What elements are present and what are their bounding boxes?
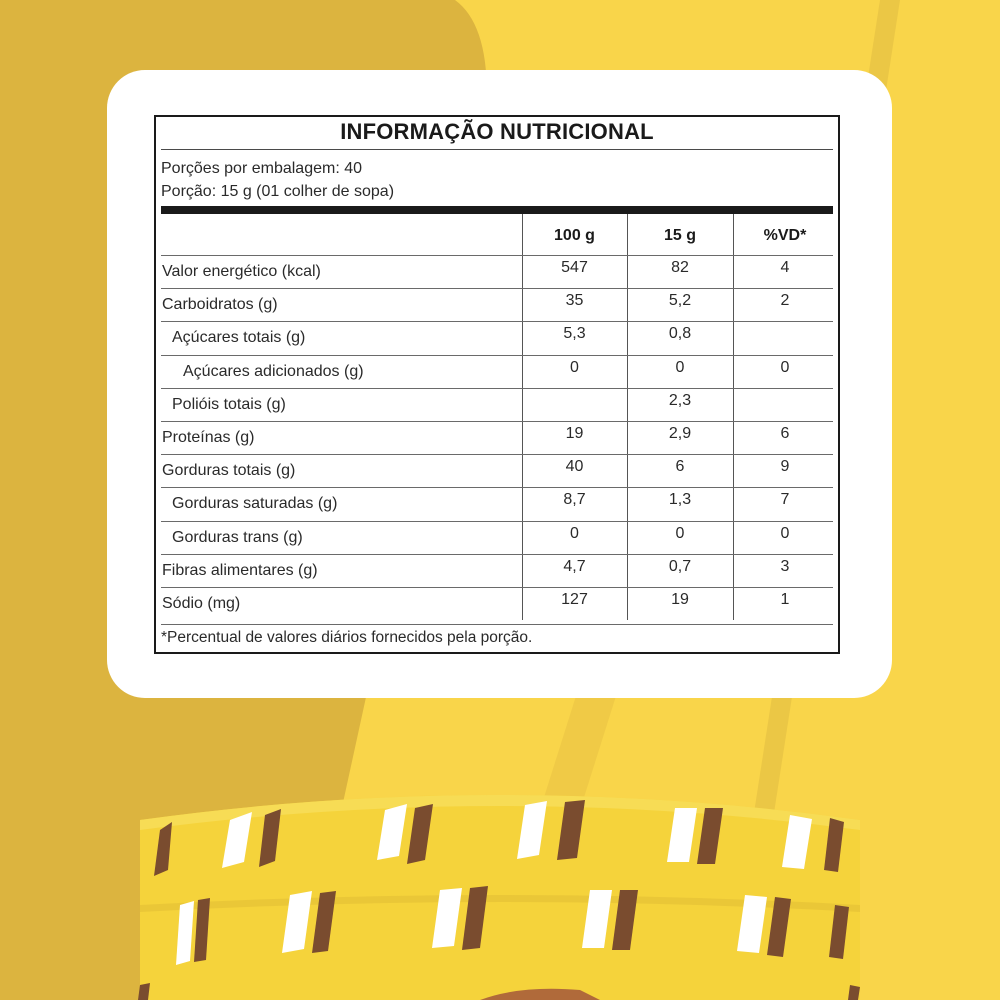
nutrient-value-perServing: 0,7 bbox=[668, 557, 692, 575]
nutrient-name: Gorduras saturadas (g) bbox=[172, 495, 338, 513]
row-divider bbox=[161, 554, 833, 555]
nutrient-value-dv: 2 bbox=[780, 292, 790, 310]
nutrient-value-dv: 4 bbox=[780, 259, 790, 276]
row-divider bbox=[161, 388, 833, 389]
row-divider bbox=[161, 587, 833, 588]
nutrient-value-perServing: 0,8 bbox=[668, 325, 692, 343]
nutrient-name: Fibras alimentares (g) bbox=[162, 561, 318, 579]
nutrient-name: Gorduras trans (g) bbox=[172, 528, 303, 546]
nutrient-value-dv: 3 bbox=[780, 557, 790, 575]
nutrient-value-perServing: 1,3 bbox=[668, 491, 692, 509]
footnote-divider bbox=[161, 624, 833, 625]
jar-lid bbox=[138, 795, 860, 1000]
nutrient-value-perServing: 0 bbox=[675, 358, 685, 376]
row-divider bbox=[161, 421, 833, 422]
label-title: INFORMAÇÃO NUTRICIONAL bbox=[340, 119, 654, 144]
row-divider bbox=[161, 355, 833, 356]
column-divider bbox=[733, 214, 734, 620]
title-divider bbox=[161, 149, 833, 150]
nutrient-value-per100: 40 bbox=[565, 458, 584, 476]
column-header: %VD* bbox=[763, 227, 807, 244]
nutrient-value-dv: 7 bbox=[780, 491, 790, 509]
nutrient-name: Carboidratos (g) bbox=[162, 296, 278, 314]
row-divider bbox=[161, 454, 833, 455]
nutrient-value-dv: 9 bbox=[780, 458, 790, 476]
nutrient-value-per100: 4,7 bbox=[563, 557, 586, 575]
nutrient-value-per100: 0 bbox=[570, 358, 579, 376]
nutrient-name: Açúcares totais (g) bbox=[172, 329, 306, 347]
nutrient-name: Proteínas (g) bbox=[162, 429, 255, 446]
nutrient-value-perServing: 19 bbox=[671, 591, 689, 608]
serving-size: Porção: 15 g (01 colher de sopa) bbox=[161, 183, 395, 200]
header-divider bbox=[161, 255, 833, 256]
nutrient-value-perServing: 0 bbox=[675, 524, 685, 542]
nutrient-value-perServing: 82 bbox=[671, 259, 689, 276]
nutrient-name: Polióis totais (g) bbox=[172, 395, 286, 413]
nutrient-value-dv: 0 bbox=[780, 524, 790, 542]
nutrient-value-dv: 6 bbox=[780, 425, 790, 442]
servings-per-package: Porções por embalagem: 40 bbox=[161, 160, 362, 177]
nutrition-facts-table bbox=[154, 115, 840, 654]
column-header: 100 g bbox=[554, 227, 595, 244]
nutrient-value-per100: 547 bbox=[561, 259, 588, 276]
row-divider bbox=[161, 321, 833, 322]
column-divider bbox=[522, 214, 523, 620]
nutrient-name: Sódio (mg) bbox=[162, 595, 241, 612]
nutrient-name: Açúcares adicionados (g) bbox=[183, 362, 364, 380]
nutrient-value-perServing: 6 bbox=[675, 458, 685, 476]
nutrient-name: Valor energético (kcal) bbox=[162, 263, 321, 280]
nutrient-value-dv: 1 bbox=[780, 591, 790, 608]
nutrient-value-per100: 19 bbox=[565, 425, 584, 442]
nutrient-value-per100: 0 bbox=[570, 524, 579, 542]
nutrient-value-per100: 8,7 bbox=[563, 491, 586, 509]
nutrient-value-dv: 0 bbox=[780, 358, 790, 376]
column-header: 15 g bbox=[663, 227, 696, 244]
nutrition-card bbox=[107, 70, 892, 698]
footnote: *Percentual de valores diários fornecidos pela porção. bbox=[161, 629, 533, 646]
column-divider bbox=[627, 214, 628, 620]
nutrient-value-per100: 127 bbox=[561, 591, 588, 608]
nutrient-value-perServing: 5,2 bbox=[668, 292, 692, 310]
nutrient-value-perServing: 2,3 bbox=[668, 391, 692, 409]
nutrient-value-per100: 35 bbox=[565, 292, 584, 310]
nutrient-name: Gorduras totais (g) bbox=[162, 462, 296, 480]
row-divider bbox=[161, 521, 833, 522]
nutrient-value-per100: 5,3 bbox=[563, 325, 586, 343]
row-divider bbox=[161, 288, 833, 289]
serving-divider-thick bbox=[161, 206, 833, 214]
nutrient-value-perServing: 2,9 bbox=[668, 425, 692, 442]
row-divider bbox=[161, 487, 833, 488]
